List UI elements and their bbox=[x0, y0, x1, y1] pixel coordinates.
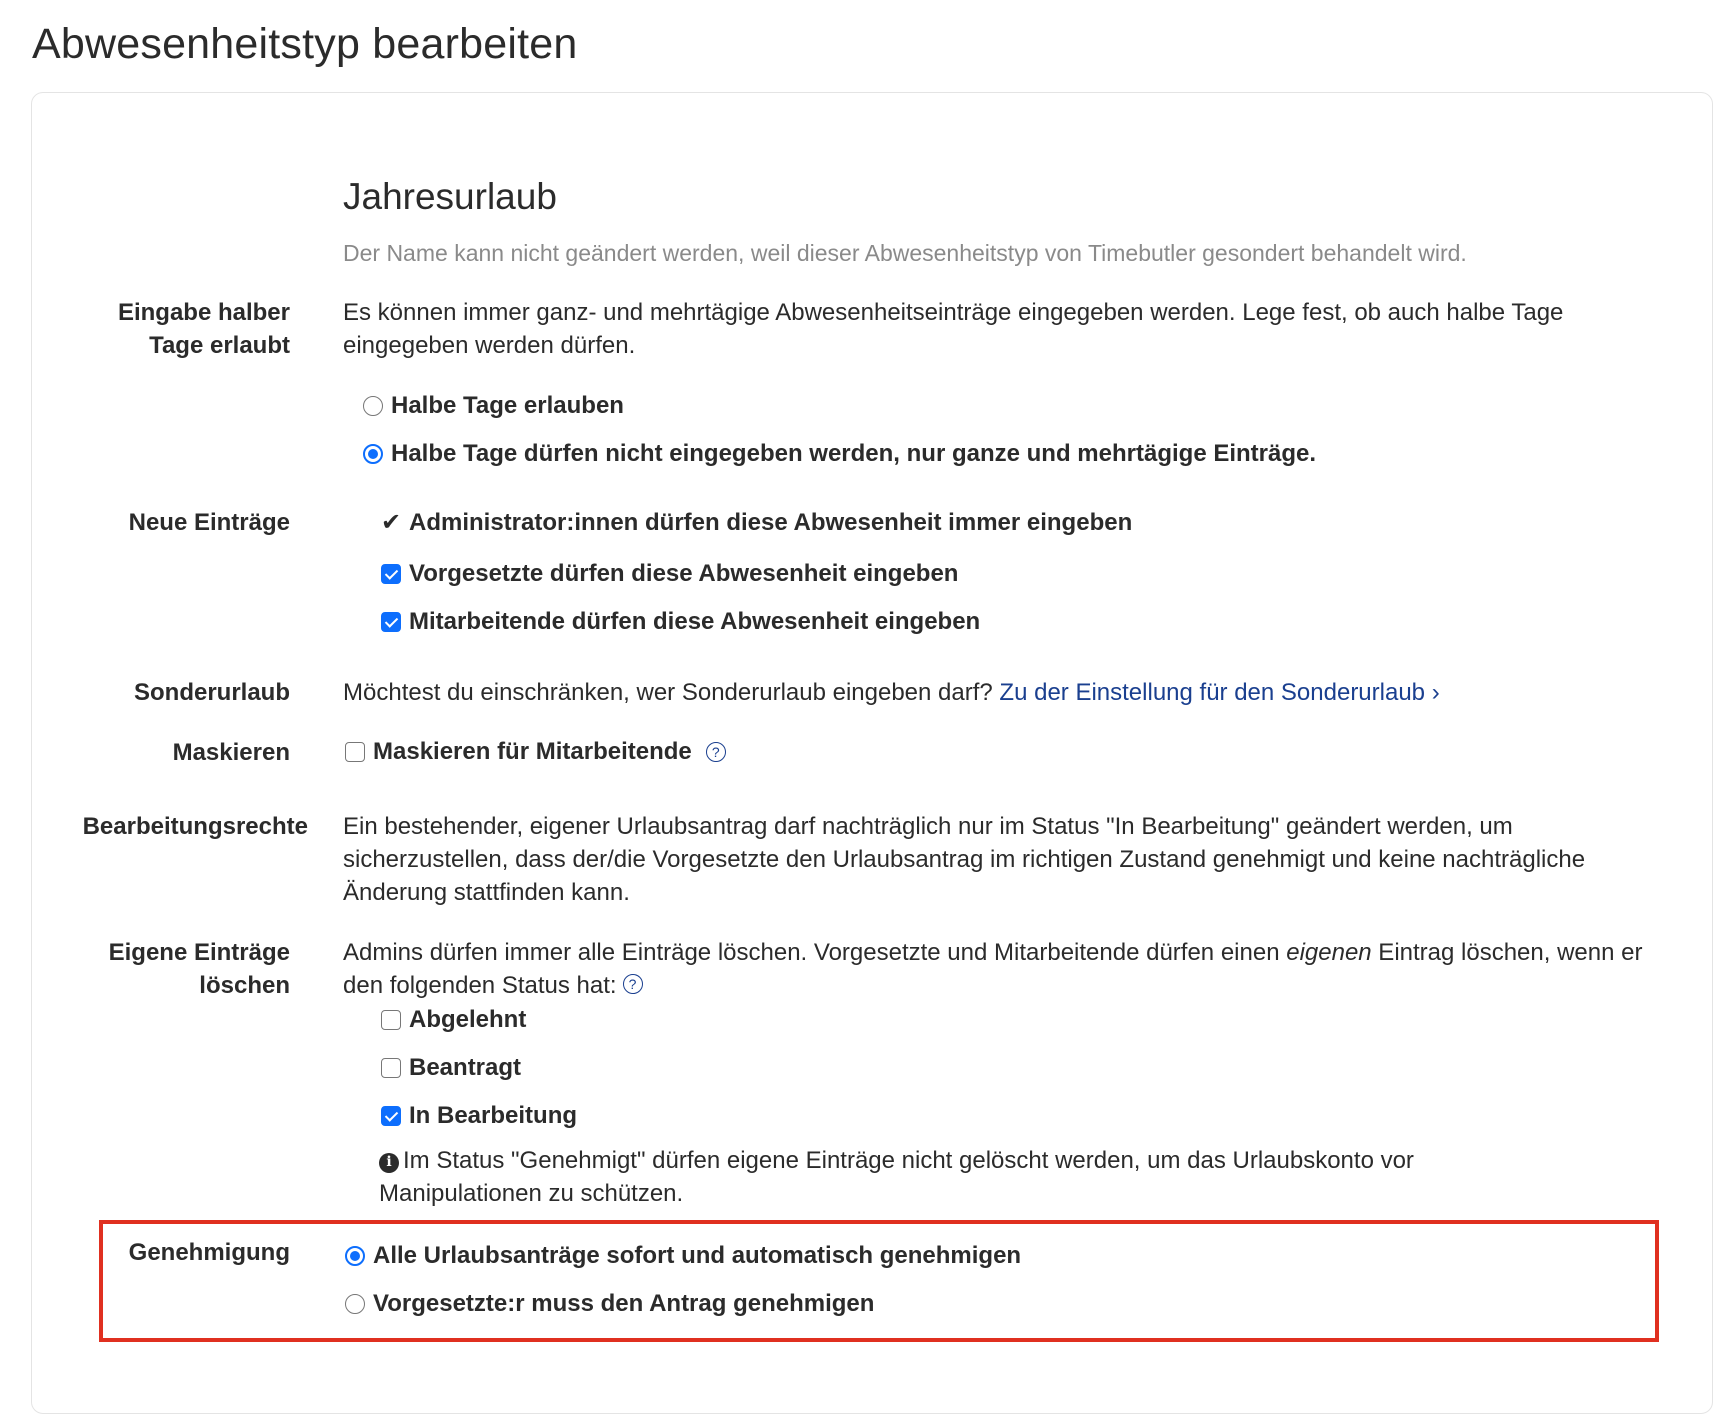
delete-in-progress-option[interactable] bbox=[381, 1102, 577, 1130]
employees-may-enter-checkbox[interactable] bbox=[381, 612, 401, 632]
approval-supervisor-radio[interactable] bbox=[345, 1294, 365, 1314]
special-leave-label: Sonderurlaub bbox=[133, 679, 290, 706]
delete-info-text: Im Status "Genehmigt" dürfen eigene Einträge nicht gelöscht werden, um das Urlaubskonto vor Manipulationen zu schützen. bbox=[379, 1147, 1414, 1207]
masking-option-label: Maskieren für Mitarbeitende bbox=[373, 738, 692, 765]
half-days-label-line1: Eingabe halber bbox=[117, 299, 290, 326]
delete-requested-checkbox[interactable] bbox=[381, 1058, 401, 1078]
masking-checkbox[interactable] bbox=[345, 742, 365, 762]
edit-rights-text: Ein bestehender, eigener Urlaubsantrag darf nachträglich nur im Status "In Bearbeitung" geändert werden, um sicherzustellen, dass der/die Vorgesetzte den Urlaubsantrag im richtigen Zustand genehmigt und keine nachträgliche Änderung stattfinden kann. bbox=[343, 813, 1586, 906]
approval-auto-option[interactable] bbox=[345, 1242, 1021, 1270]
masking-option[interactable] bbox=[345, 738, 726, 766]
special-leave-settings-link[interactable]: Zu der Einstellung für den Sonderurlaub › bbox=[999, 679, 1440, 706]
delete-own-label-line1: Eigene Einträge bbox=[108, 939, 290, 966]
half-days-deny-option[interactable] bbox=[363, 440, 1316, 468]
delete-own-text-em: eigenen bbox=[1286, 939, 1372, 966]
delete-in-progress-label: In Bearbeitung bbox=[409, 1102, 578, 1129]
masking-label: Maskieren bbox=[172, 739, 290, 766]
help-icon[interactable]: ? bbox=[623, 974, 643, 994]
delete-requested-label: Beantragt bbox=[409, 1054, 522, 1081]
delete-own-label bbox=[60, 936, 290, 1002]
help-icon[interactable]: ? bbox=[706, 742, 726, 762]
info-icon: i bbox=[379, 1153, 399, 1173]
employees-may-enter-label: Mitarbeitende dürfen diese Abwesenheit eingeben bbox=[409, 608, 981, 635]
special-leave-row bbox=[343, 676, 1440, 709]
approval-auto-label: Alle Urlaubsanträge sofort und automatisch genehmigen bbox=[373, 1242, 1022, 1269]
half-days-label-line2: Tage erlaubt bbox=[149, 332, 290, 359]
delete-own-text-before: Admins dürfen immer alle Einträge löschen. Vorgesetzte und Mitarbeitende dürfen einen bbox=[343, 939, 1287, 966]
approval-highlight-box bbox=[99, 1220, 1659, 1342]
page-title: Abwesenheitstyp bearbeiten bbox=[32, 20, 578, 68]
half-days-allow-label: Halbe Tage erlauben bbox=[391, 392, 624, 419]
absence-type-name: Jahresurlaub bbox=[343, 176, 557, 217]
name-note: Der Name kann nicht geändert werden, weil dieser Abwesenheitstyp von Timebutler gesondert behandelt wird. bbox=[343, 240, 1467, 266]
special-leave-text: Möchtest du einschränken, wer Sonderurlaub eingeben darf? bbox=[343, 679, 993, 706]
delete-own-label-line2: löschen bbox=[199, 972, 290, 999]
supervisors-may-enter-label: Vorgesetzte dürfen diese Abwesenheit eingeben bbox=[409, 560, 959, 587]
new-entries-label: Neue Einträge bbox=[128, 509, 290, 536]
supervisors-may-enter-option[interactable] bbox=[381, 560, 958, 588]
delete-own-text-after: Eintrag löschen, wenn er den folgenden Status hat: bbox=[343, 939, 1643, 999]
delete-info-note bbox=[379, 1144, 1579, 1210]
employees-may-enter-option[interactable] bbox=[381, 608, 980, 636]
checkmark-icon: ✔ bbox=[381, 509, 402, 536]
delete-own-description bbox=[343, 936, 1683, 1002]
half-days-allow-option[interactable] bbox=[363, 392, 624, 420]
delete-in-progress-checkbox[interactable] bbox=[381, 1106, 401, 1126]
half-days-deny-label: Halbe Tage dürfen nicht eingegeben werden, nur ganze und mehrtägige Einträge. bbox=[391, 440, 1317, 467]
delete-rejected-label: Abgelehnt bbox=[409, 1006, 527, 1033]
half-days-description: Es können immer ganz- und mehrtägige Abwesenheitseinträge eingegeben werden. Lege fest, ob auch halbe Tage eingegeben werden dürfen. bbox=[343, 299, 1564, 359]
approval-supervisor-label: Vorgesetzte:r muss den Antrag genehmigen bbox=[373, 1290, 875, 1317]
edit-rights-label: Bearbeitungsrechte bbox=[82, 813, 308, 840]
half-days-allow-radio[interactable] bbox=[363, 396, 383, 416]
half-days-deny-radio[interactable] bbox=[363, 444, 383, 464]
delete-rejected-checkbox[interactable] bbox=[381, 1010, 401, 1030]
admin-always-label: Administrator:innen dürfen diese Abwesenheit immer eingeben bbox=[409, 508, 1133, 536]
admin-always-note bbox=[381, 508, 1132, 537]
delete-requested-option[interactable] bbox=[381, 1054, 521, 1082]
approval-supervisor-option[interactable] bbox=[345, 1290, 874, 1318]
half-days-label bbox=[60, 296, 290, 362]
supervisors-may-enter-checkbox[interactable] bbox=[381, 564, 401, 584]
delete-rejected-option[interactable] bbox=[381, 1006, 526, 1034]
approval-auto-radio[interactable] bbox=[345, 1246, 365, 1266]
approval-label: Genehmigung bbox=[128, 1239, 290, 1266]
